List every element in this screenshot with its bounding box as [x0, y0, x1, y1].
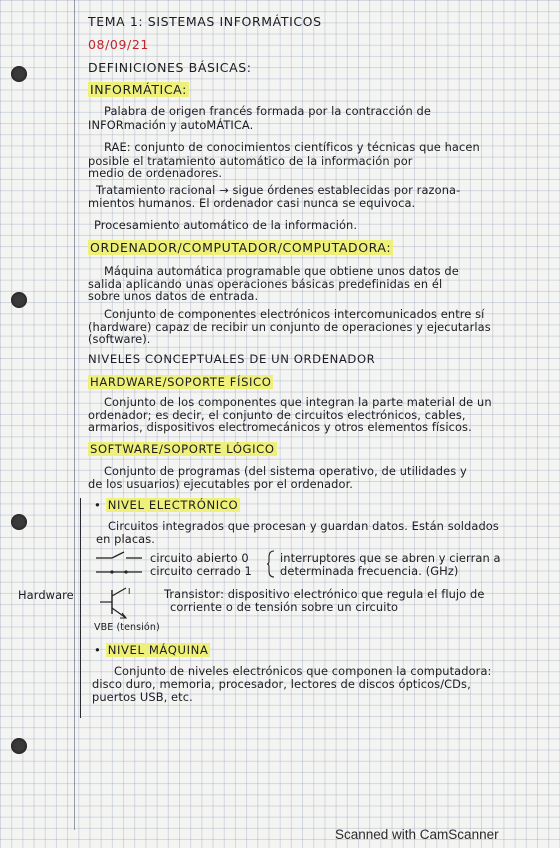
scanner-footer: Scanned with CamScanner [335, 827, 499, 842]
curly-brace [266, 550, 276, 578]
transistor-text: corriente o de tensión sobre un circuito [170, 600, 399, 614]
switch-diagram [94, 551, 146, 579]
hardware-side-label: Hardware [18, 588, 74, 602]
switch-note: determinada frecuencia. (GHz) [280, 564, 459, 578]
hardware-brace [80, 498, 87, 718]
switch-note: interruptores que se abren y cierran a [280, 551, 501, 565]
text-line: de los usuarios) ejecutables por el ordenador. [88, 477, 354, 491]
text-line: Conjunto de los componentes que integran la parte material de un [104, 395, 492, 409]
text-line: posible el tratamiento automático de la información por [88, 154, 413, 168]
text-line: mientos humanos. El ordenador casi nunca se equivoca. [88, 196, 416, 210]
page-title: TEMA 1: SISTEMAS INFORMÁTICOS [88, 14, 322, 29]
margin-line [74, 0, 75, 830]
binder-hole [11, 514, 27, 530]
text-line: Conjunto de programas (del sistema operativo, de utilidades y [104, 464, 467, 478]
binder-hole [11, 66, 27, 82]
heading-niveles: NIVELES CONCEPTUALES DE UN ORDENADOR [88, 352, 376, 366]
transistor-symbol [96, 584, 142, 624]
text-line: armarios, dispositivos electromecánicos y otros elementos físicos. [88, 420, 472, 434]
text-line: Tratamiento racional → sigue órdenes establecidas por razona- [96, 183, 461, 197]
text-line: medio de ordenadores. [88, 166, 223, 180]
text-line: (hardware) capaz de recibir un conjunto de operaciones y ejecutarlas [88, 320, 491, 334]
binder-hole [11, 738, 27, 754]
text-line: (software). [88, 332, 151, 346]
text-line: puertos USB, etc. [92, 690, 193, 704]
text-line: Palabra de origen francés formada por la contracción de [104, 104, 431, 118]
heading-ordenador: ORDENADOR/COMPUTADOR/COMPUTADORA: [90, 240, 392, 255]
heading-software: SOFTWARE/SOPORTE LÓGICO [90, 442, 275, 456]
transistor-text: Transistor: dispositivo electrónico que regula el flujo de [164, 587, 485, 601]
svg-text:I: I [128, 587, 131, 596]
date: 08/09/21 [88, 37, 149, 52]
text-line: salida aplicando unas operaciones básicas predefinidas en él [88, 277, 443, 291]
section-subtitle: DEFINICIONES BÁSICAS: [88, 60, 252, 75]
heading-informatica: INFORMÁTICA: [90, 82, 187, 97]
text-line: Procesamiento automático de la información. [94, 218, 358, 232]
closed-circuit-label: circuito cerrado 1 [150, 564, 252, 578]
text-line: en placas. [96, 532, 156, 546]
text-line: INFORmación y autoMÁTICA. [88, 118, 254, 132]
heading-hardware: HARDWARE/SOPORTE FÍSICO [90, 375, 272, 389]
text-line: Conjunto de componentes electrónicos intercomunicados entre sí [104, 307, 485, 321]
text-line: disco duro, memoria, procesador, lectores de discos ópticos/CDs, [92, 677, 471, 691]
text-line: RAE: conjunto de conocimientos científicos y técnicas que hacen [104, 140, 480, 154]
text-line: Conjunto de niveles electrónicos que componen la computadora: [114, 664, 492, 678]
binder-hole [11, 292, 27, 308]
open-circuit-label: circuito abierto 0 [150, 551, 249, 565]
heading-nivel-maquina: NIVEL MÁQUINA [107, 643, 209, 657]
text-line: Circuitos integrados que procesan y guardan datos. Están soldados [108, 519, 499, 533]
vbe-label: VBE (tensión) [94, 622, 160, 633]
text-line: Máquina automática programable que obtiene unos datos de [104, 264, 459, 278]
text-line: sobre unos datos de entrada. [88, 289, 259, 303]
text-line: ordenador; es decir, el conjunto de circuitos electrónicos, cables, [88, 408, 466, 422]
heading-nivel-electronico: NIVEL ELECTRÓNICO [107, 498, 239, 512]
